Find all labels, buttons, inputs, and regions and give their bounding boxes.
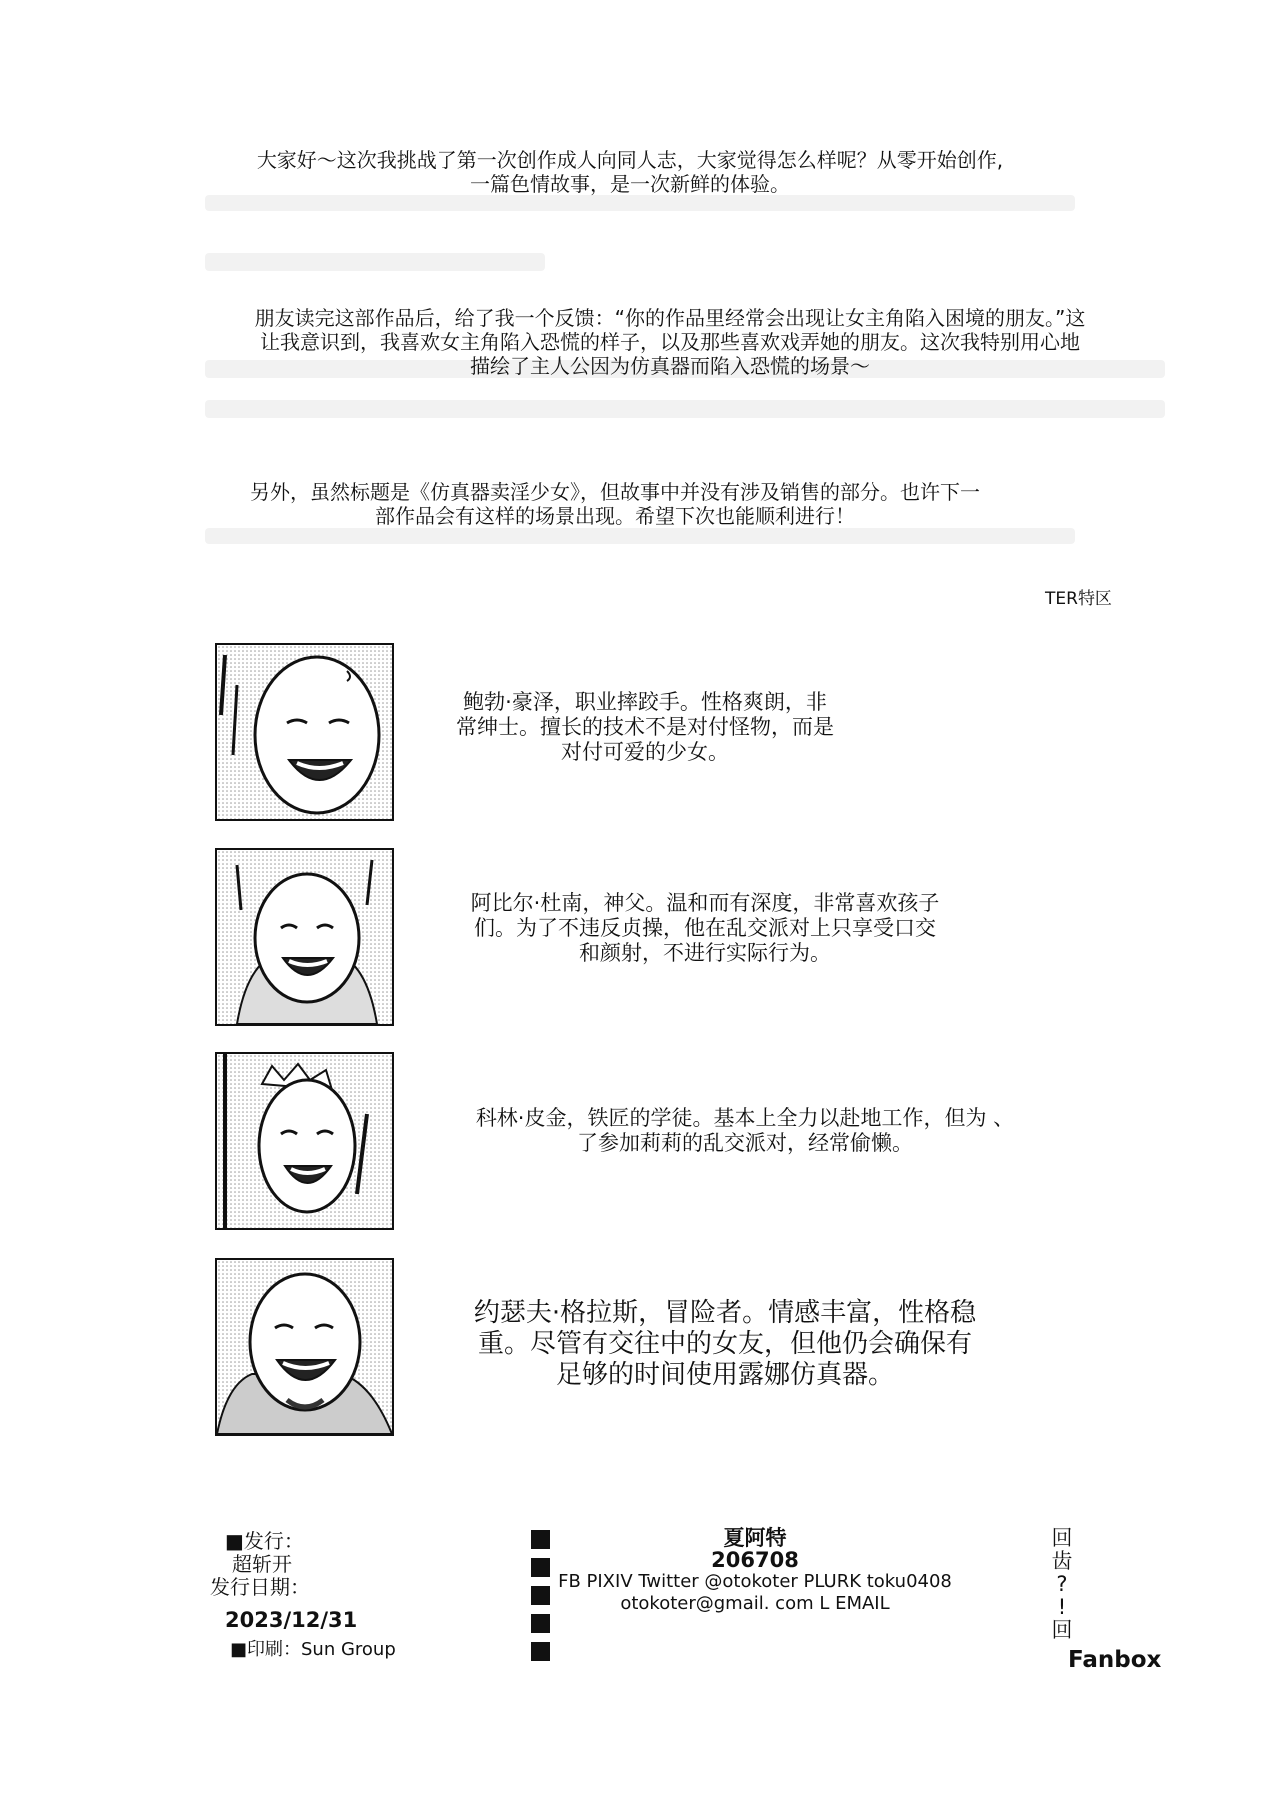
afterword-line: 朋友读完这部作品后，给了我一个反馈：“你的作品里经常会出现让女主角陷入困境的朋友。”这 <box>254 306 1086 330</box>
bullet-square <box>531 1614 550 1633</box>
bio-line: 和颜射，不进行实际行为。 <box>579 941 831 965</box>
colophon-author-info <box>545 1527 965 1615</box>
social-handles: FB PIXIV Twitter @otokoter PLURK toku0408 <box>558 1571 952 1592</box>
bullet-square <box>531 1642 550 1661</box>
publisher-name: 超斩开 <box>232 1552 292 1576</box>
vertical-char: ! <box>1057 1595 1067 1619</box>
bio-line: 了参加莉莉的乱交派对，经常偷懒。 <box>577 1131 913 1155</box>
afterword-paragraph-1 <box>150 148 1110 196</box>
afterword-signature: TER特区 <box>1045 589 1112 609</box>
bio-line: 鲍勃·豪泽，职业摔跤手。性格爽朗，非 <box>463 690 827 714</box>
afterword-line: 另外，虽然标题是《仿真器卖淫少女》，但故事中并没有涉及销售的部分。也许下一 <box>250 480 980 504</box>
character-bio-4 <box>425 1298 1025 1391</box>
bio-line: 常绅士。擅长的技术不是对付怪物，而是 <box>456 715 834 739</box>
bio-line: 阿比尔·杜南，神父。温和而有深度，非常喜欢孩子 <box>470 891 940 915</box>
afterword-line: 大家好～这次我挑战了第一次创作成人向同人志，大家觉得怎么样呢？从零开始创作, <box>256 148 1004 172</box>
afterword-paragraph-3 <box>150 480 1080 528</box>
afterword-paragraph-2 <box>150 306 1190 378</box>
adventurer-bearded-portrait-icon <box>217 1260 392 1434</box>
bio-line: 重。尽管有交往中的女友，但他仍会确保有 <box>477 1329 972 1359</box>
bio-line: 对付可爱的少女。 <box>561 740 729 764</box>
colophon-publish-info <box>195 1530 396 1661</box>
character-bio-1 <box>425 690 865 765</box>
print-info: ■印刷：Sun Group <box>230 1639 396 1660</box>
vertical-text <box>1050 1527 1074 1642</box>
bio-line: 们。为了不违反贞操，他在乱交派对上只享受口交 <box>474 916 936 940</box>
character-portrait-1 <box>215 643 394 821</box>
afterword-line: 描绘了主人公因为仿真器而陷入恐慌的场景～ <box>470 354 870 378</box>
author-name: 夏阿特 <box>723 1526 787 1550</box>
vertical-char: 齿 <box>1051 1549 1073 1573</box>
author-number: 206708 <box>711 1548 799 1572</box>
character-bio-2 <box>425 891 985 966</box>
vertical-char: 回 <box>1051 1526 1073 1550</box>
character-portrait-2 <box>215 848 394 1026</box>
scan-smudge <box>205 528 1075 544</box>
character-bio-3 <box>425 1106 1065 1156</box>
email-address: otokoter@gmail. com L EMAIL <box>620 1593 890 1614</box>
priest-smiling-portrait-icon <box>217 850 392 1024</box>
character-portrait-3 <box>215 1052 394 1230</box>
scan-smudge <box>205 400 1165 418</box>
apprentice-grinning-portrait-icon <box>217 1054 392 1228</box>
vertical-char: 回 <box>1051 1618 1073 1642</box>
scan-smudge <box>205 253 545 271</box>
afterword-line: 一篇色情故事，是一次新鲜的体验。 <box>470 172 790 196</box>
afterword-line: 让我意识到，我喜欢女主角陷入恐慌的样子，以及那些喜欢戏弄她的朋友。这次我特别用心地 <box>260 330 1080 354</box>
scan-smudge <box>205 195 1075 211</box>
publish-date: 2023/12/31 <box>225 1608 358 1632</box>
bald-laughing-man-portrait-icon <box>217 645 392 819</box>
bio-line: 科林·皮金，铁匠的学徒。基本上全力以赴地工作，但为 、 <box>475 1106 1015 1130</box>
fanbox-label: Fanbox <box>1068 1647 1162 1673</box>
vertical-char: ? <box>1056 1572 1068 1596</box>
bio-line: 约瑟夫·格拉斯，冒险者。情感丰富，性格稳 <box>473 1298 977 1328</box>
afterword-line: 部作品会有这样的场景出现。希望下次也能顺利进行！ <box>375 504 855 528</box>
bio-line: 足够的时间使用露娜仿真器。 <box>555 1360 894 1390</box>
publish-label: ■发行： <box>225 1529 304 1553</box>
date-label: 发行日期： <box>210 1575 310 1599</box>
character-portrait-4 <box>215 1258 394 1436</box>
